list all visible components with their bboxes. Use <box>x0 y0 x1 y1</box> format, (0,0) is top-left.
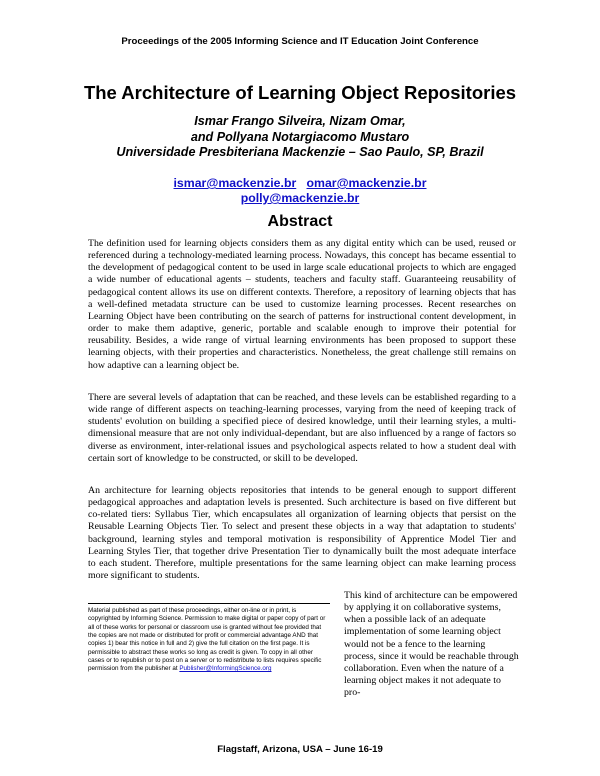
copyright-notice <box>88 603 330 674</box>
abstract-paragraph-3: An architecture for learning objects repositories that intends to be general enough to support different pedagogical approaches and adaptation levels is presented. Such architecture is based on five different but co-related tiers: Syllabus Tier, which encapsulates all organization of learning objects that persist on the Reusable Learning Objects Tier. To select and present these objects in a way that adaptation to students' background, learning styles and temporal motivation is responsibility of Apprentice Model Tier and Learning Styles Tier, that together drive Presentation Tier to dynamically built the most adequate interface to each student. Therefore, multiple presentations for the same learning object can make learning process more significant to students. <box>88 485 516 582</box>
authors-line-1: Ismar Frango Silveira, Nizam Omar, <box>194 114 406 128</box>
paper-title: The Architecture of Learning Object Repositories <box>83 82 517 103</box>
abstract-paragraph-2: There are several levels of adaptation that can be reached, and these levels can be established regarding to a wide range of different aspects on teaching-learning processes, varying from the need of keeping track of students' evolution on building a specified piece of desired knowledge, until their learning styles, a multi-dimensional measure that are not only individual-dependant, but are also influenced by a range of factors so diverse as environment, inter-relational issues and psychological aspects related to how a student deal with certain sort of knowledge to be constructed, or skill to be developed. <box>88 392 516 464</box>
author-block <box>0 114 600 161</box>
proceedings-header: Proceedings of the 2005 Informing Science and IT Education Joint Conference <box>121 36 479 47</box>
abstract-heading: Abstract <box>267 213 333 230</box>
publisher-email-link[interactable]: Publisher@InformingScience.org <box>179 665 272 673</box>
copyright-notice-text: Material published as part of these proceedings, either on-line or in print, is copyrighted by Informing Science. Permission to make digital or paper copy of part or all of these works for personal or classroom use is granted without fee provided that the copies are not made or distributed for profit or commercial advantage AND that copies 1) bear this notice in full and 2) give the full citation on the first page. It is permissible to abstract these works so long as credit is given. To copy in all other cases or to republish or to post on a server or to redistribute to lists requires specific permission from the publisher at <box>88 607 326 673</box>
author-emails <box>0 176 600 206</box>
conference-footer: Flagstaff, Arizona, USA – June 16-19 <box>217 744 383 755</box>
authors-line-2: and Pollyana Notargiacomo Mustaro <box>190 129 410 144</box>
author-affiliation: Universidade Presbiteriana Mackenzie – Sao Paulo, SP, Brazil <box>116 145 484 159</box>
email-link-omar[interactable]: omar@mackenzie.br <box>306 176 427 190</box>
email-link-ismar[interactable]: ismar@mackenzie.br <box>173 176 297 190</box>
right-column-paragraph: This kind of architecture can be empowered by applying it on collaborative systems, when a possible lack of an adequate implementation of some learning object would not be a fence to the learning process, since it would be reachable through collaboration. Even when the nature of a learning object makes it not adequate to pro- <box>344 590 519 699</box>
abstract-paragraph-1: The definition used for learning objects considers them as any digital entity which can be used, reused or referenced during a technology-mediated learning process. Nowadays, this concept has became essential to the development of pedagogical content to be used in large scale educational projects to which are engaged a wide number of educational agents – students, teachers and faculty staff. Guaranteeing reusability of pedagogical content allows its use on different contexts. Therefore, a repository of learning objects that has a well-defined metadata structure can be used to customize learning processes. Recent researches on Learning Object have been contributing on the search of patterns for instructional content development, in order to make them adaptive, generic, portable and scalable enough to improve their potential for reusability. Besides, a wide range of virtual learning environments has been proposed to support these learning objects, with their properties and characteristics. Nonetheless, the great challenge still remains on how adaptive can a learning object be. <box>88 238 516 371</box>
email-link-polly[interactable]: polly@mackenzie.br <box>240 191 360 205</box>
